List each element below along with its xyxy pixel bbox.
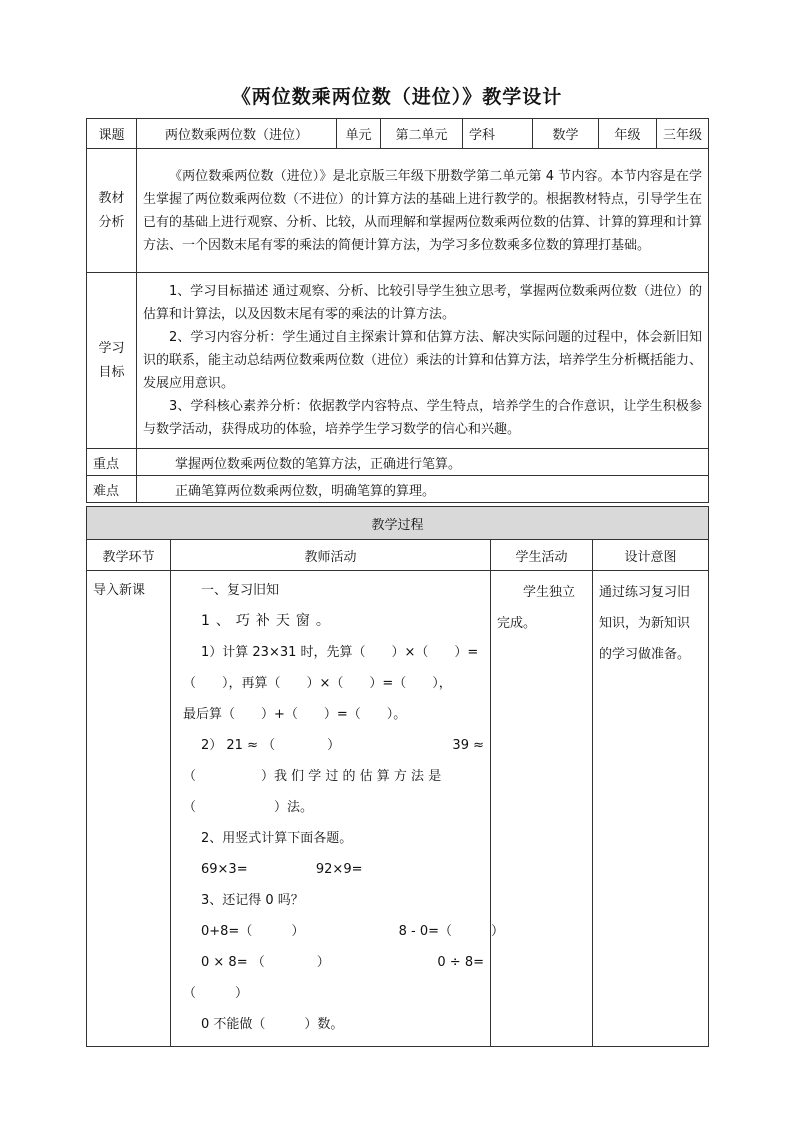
zero-add-row: [183, 916, 504, 947]
key-label: 重点: [87, 449, 137, 476]
process-columns-row: [87, 540, 709, 571]
student-line-1: 学生独立: [523, 585, 576, 600]
lesson-row: [87, 571, 709, 1047]
calc-92x9: 92×9=: [315, 862, 363, 877]
goals-label: [87, 273, 137, 449]
key-text: 掌握两位数乘两位数的笔算方法，正确进行笔算。: [137, 449, 709, 476]
col-student: 学生活动: [491, 540, 593, 571]
zero-divisor-line: 0 不能做（ ）数。: [201, 1017, 344, 1032]
analysis-text: 《两位数乘两位数（进位）》是北京版三年级下册数学第二单元第 4 节内容。本节内容是在学生掌握了两位数乘两位数（不进位）的计算方法的基础上进行教学的。根据教材特点，引导学生在已有的基础上进行观察、分析、比较，从而理解和掌握两位数乘两位数的估算、计算的算理和计算方法、一个因数末尾有零的乘法的简便计算方法，为学习多位数乘多位数的算理打基础。: [137, 149, 709, 273]
exercise-1-title: 1、巧补天窗。: [201, 613, 336, 629]
zero-times-8: 0 × 8= （ ）: [201, 955, 330, 970]
student-activity: [491, 571, 593, 1047]
zero-mul-row: [183, 947, 484, 978]
exercise-3-title: 3、还记得 0 吗？: [201, 893, 304, 908]
goals-label-line1: 学习: [98, 340, 125, 356]
topic-label: 课题: [87, 119, 137, 149]
teacher-activity: [171, 571, 504, 1047]
calc-69x3: 69×3=: [201, 862, 248, 877]
zero-div-8: 0 ÷ 8=: [437, 955, 484, 970]
col-design: 设计意图: [593, 540, 709, 571]
stage-cell: 导入新课: [87, 571, 171, 1047]
key-row: [87, 449, 709, 476]
goal-item-2: 2、学习内容分析：学生通过自主探索计算和估算方法、解决实际问题的过程中，体会新旧知识的联系，能主动总结两位数乘两位数（进位）乘法的计算和估算方法，培养学生分析概括能力、发展应用意识。: [143, 330, 703, 391]
goal-item-3: 3、学科核心素养分析：依据教学内容特点、学生特点，培养学生的合作意识，让学生积极参与数学活动，获得成功的体验，培养学生学习数学的信心和兴趣。: [143, 399, 702, 437]
goals-row: [87, 273, 709, 449]
analysis-label-line2: 分析: [98, 214, 125, 230]
grade-label: 年级: [599, 119, 657, 149]
unit-value: 第二单元: [381, 119, 463, 149]
exercise-2-row: [183, 854, 484, 885]
topic-row: [87, 119, 709, 149]
analysis-label-line1: 教材: [98, 190, 125, 206]
col-stage: 教学环节: [87, 540, 171, 571]
goals-label-line2: 目标: [98, 364, 125, 380]
design-intent: 通过练习复习旧知识，为新知识的学习做准备。: [593, 571, 709, 1047]
difficulty-label: 难点: [87, 476, 137, 503]
estimate-21: 2） 21 ≈ （ ）: [201, 738, 341, 753]
process-header-row: [87, 507, 709, 540]
process-table: [86, 506, 709, 1047]
estimate-39: 39 ≈: [452, 738, 484, 753]
exercise-1-line-1: 1）计算 23×31 时，先算（ ）×（ ）=: [201, 645, 479, 660]
estimate-row: [183, 730, 484, 761]
subject-label: 学科: [463, 119, 533, 149]
difficulty-text: 正确笔算两位数乘两位数，明确笔算的算理。: [137, 476, 709, 503]
exercise-1-line-3: 最后算（ ）+（ ）=（ ）。: [183, 707, 407, 722]
eight-minus-0: 8 - 0=（ ）: [398, 924, 504, 939]
topic-value: 两位数乘两位数（进位）: [137, 119, 337, 149]
goals-text: [137, 273, 709, 449]
grade-value: 三年级: [657, 119, 709, 149]
unit-label: 单元: [337, 119, 381, 149]
process-header: 教学过程: [87, 507, 709, 540]
student-line-2: 完成。: [497, 616, 537, 631]
analysis-row: [87, 149, 709, 273]
estimate-method-blank: （ ）法。: [183, 800, 314, 815]
page-title: 《两位数乘两位数（进位）》教学设计: [231, 86, 563, 108]
estimate-method-line: （ ）我 们 学 过 的 估 算 方 法 是: [183, 769, 442, 784]
zero-plus-8: 0+8=（ ）: [201, 924, 305, 939]
col-teacher: 教师活动: [171, 540, 491, 571]
exercise-2-title: 2、用竖式计算下面各题。: [201, 831, 353, 846]
review-heading: 一、复习旧知: [201, 583, 280, 598]
goal-item-1: 1、学习目标描述 通过观察、分析、比较引导学生独立思考，掌握两位数乘两位数（进位）的估算和计算法，以及因数末尾有零的乘法的计算方法。: [143, 284, 702, 322]
subject-value: 数学: [533, 119, 599, 149]
info-table: [86, 118, 709, 503]
zero-div-blank: （ ）: [183, 986, 249, 1001]
difficulty-row: [87, 476, 709, 503]
analysis-label: [87, 149, 137, 273]
exercise-1-line-2: （ ），再算（ ）×（ ）=（ ），: [183, 676, 452, 691]
